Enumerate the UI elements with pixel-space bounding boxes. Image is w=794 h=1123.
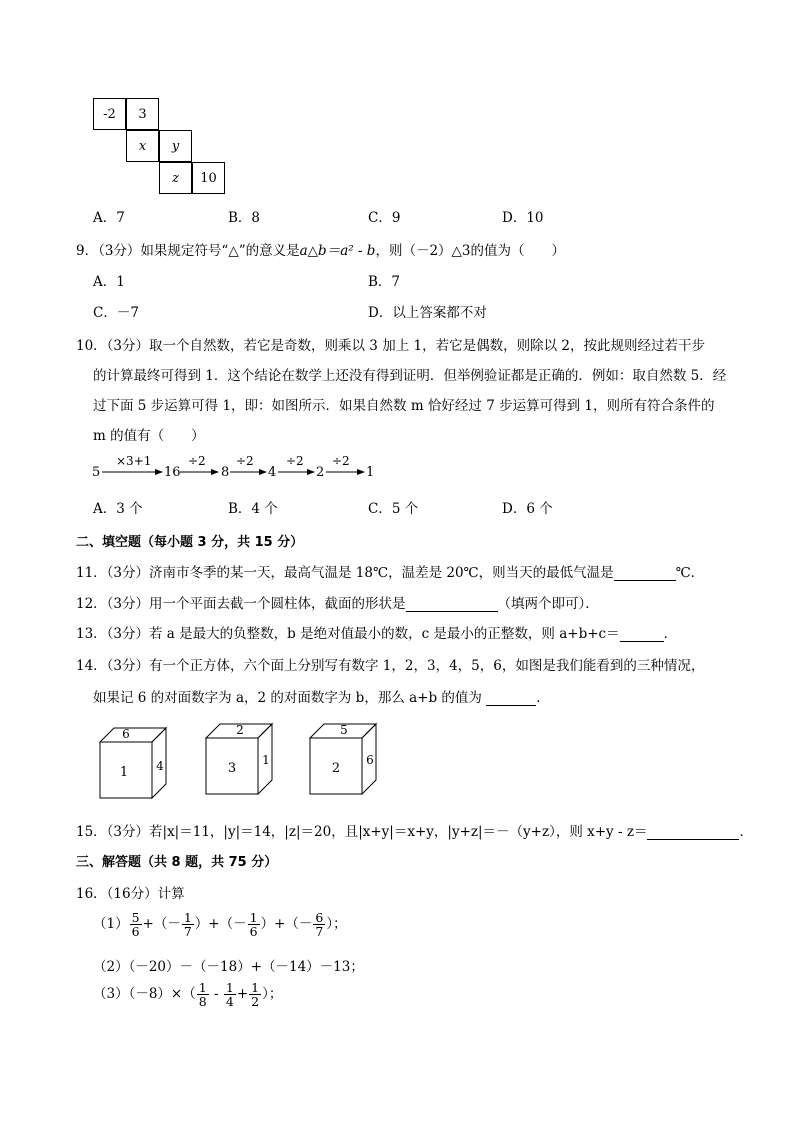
q8-option-d[interactable]: D．10 (502, 210, 544, 226)
q12-answer-blank[interactable] (406, 595, 498, 612)
part-label: （3）（－8）×（ (93, 986, 196, 1002)
chain-operation: ×3+1 (116, 454, 152, 468)
q12 (76, 592, 599, 612)
q9-stem (76, 239, 565, 259)
cube-face-front: 1 (119, 765, 129, 780)
cube-face-front: 3 (227, 761, 237, 776)
q14-line-1: 14．（3分）有一个正方体，六个面上分别写有数字 1，2，3，4，5，6，如图是我们能看到的三种情况， (76, 658, 705, 674)
fraction: $\frac{5}{6}$ (131, 910, 140, 939)
q8-option-b[interactable]: B．8 (228, 210, 261, 226)
q10-line-1: 10．（3分）取一个自然数，若它是奇数，则乘以 3 加上 1，若它是偶数，则除以 2，按此规则经过若干步 (76, 338, 705, 354)
fraction: $\frac{1}{7}$ (183, 910, 192, 939)
cube-face-top: 5 (340, 723, 348, 737)
grid-cell: 3 (126, 98, 159, 130)
cube-1 (100, 727, 166, 798)
q8-option-a[interactable]: A．7 (93, 210, 125, 226)
chain-operation: ÷2 (188, 454, 206, 468)
q10-line-2: 的计算最终可得到 1．这个结论在数学上还没有得到证明．但举例验证都是正确的．例如：取自然数 5．经 (93, 368, 727, 384)
cube-face-side: 1 (262, 753, 270, 767)
fraction: $\frac{6}{7}$ (315, 910, 324, 939)
part-label: （1） (93, 916, 129, 932)
fraction: $\frac{1}{2}$ (251, 980, 260, 1009)
fraction: $\frac{1}{8}$ (198, 980, 207, 1009)
q9-option-d[interactable]: D．以上答案都不对 (368, 305, 487, 321)
q14-answer-blank[interactable] (486, 689, 536, 706)
q10-option-a[interactable]: A．3 个 (93, 501, 143, 517)
q9-number: 9． (76, 243, 99, 259)
chain-number: 16 (164, 465, 181, 480)
q16-head: 16．（16分）计算 (76, 886, 185, 902)
grid-cell: y (159, 130, 192, 162)
chain-number: 4 (268, 465, 277, 480)
q15-text: 15．（3分）若|x|＝11，|y|＝14，|z|＝20，且|x+y|＝x+y，|y+z|＝－（y+z），则 x+y - z＝ (76, 824, 648, 840)
grid-cell: 10 (192, 162, 225, 194)
fraction: $\frac{1}{6}$ (249, 910, 258, 939)
q10-line-4: m 的值有（ ） (93, 428, 205, 444)
q13-text: 13．（3分）若 a 是最大的负整数，b 是绝对值最小的数，c 是最小的正整数，则 a+b+c＝ (76, 626, 620, 642)
chain-operation: ÷2 (236, 454, 254, 468)
cube-3 (310, 723, 376, 794)
q10-option-c[interactable]: C．5 个 (368, 501, 419, 517)
q15-answer-blank[interactable] (647, 823, 739, 840)
grid-cell: x (126, 130, 159, 162)
section-heading-fill-in: 二、填空题（每小题 3 分，共 15 分） (76, 535, 304, 550)
fraction: $\frac{1}{4}$ (225, 980, 234, 1009)
q13-answer-blank[interactable] (620, 625, 664, 642)
section-heading-solutions: 三、解答题（共 8 题，共 75 分） (76, 855, 278, 870)
cube-face-front: 2 (331, 761, 341, 776)
q14-text: 如果记 6 的对面数字为 a，2 的对面数字为 b，那么 a+b 的值为 (93, 690, 482, 706)
chain-number: 5 (92, 465, 101, 480)
q14-tail: ． (536, 690, 550, 706)
q11-text: 11．（3分）济南市冬季的某一天，最高气温是 18℃，温差是 20℃，则当天的最低气温是 (76, 565, 614, 581)
q13-tail: ． (663, 626, 678, 642)
cube-views (90, 720, 400, 810)
grid-cell: -2 (93, 98, 126, 130)
grid-cell: z (159, 162, 192, 194)
q15 (76, 820, 753, 840)
q12-text: 12．（3分）用一个平面去截一个圆柱体，截面的形状是 (76, 596, 406, 612)
q8-option-c[interactable]: C．9 (368, 210, 401, 226)
q9-option-a[interactable]: A．1 (93, 274, 125, 290)
q16-part-3: （3）（－8）×（ $\frac{1}{8}$ - $\frac{1}{4}$ + $\frac{1}{2}$ ）； (93, 980, 283, 1009)
q10-line-3: 过下面 5 步运算可得 1，即：如图所示．如果自然数 m 恰好经过 7 步运算可得到 1，则所有符合条件的 (93, 398, 715, 414)
chain-number: 1 (366, 465, 375, 480)
q9-rest: ，则（－2）△3的值为（ ） (375, 243, 566, 259)
number-grid (93, 98, 233, 198)
cube-face-side: 4 (156, 759, 164, 773)
cube-face-top: 2 (236, 723, 244, 737)
q12-tail: （填两个即可）． (497, 596, 599, 612)
q9-option-c[interactable]: C．－7 (93, 305, 139, 321)
q11-answer-blank[interactable] (614, 564, 676, 581)
chain-operation: ÷2 (286, 454, 304, 468)
q10-option-d[interactable]: D．6 个 (502, 501, 553, 517)
q13 (76, 622, 677, 642)
q10-option-b[interactable]: B．4 个 (228, 501, 278, 517)
q15-tail: ． (739, 824, 753, 840)
q9-option-b[interactable]: B．7 (368, 274, 401, 290)
chain-number: 8 (221, 465, 230, 480)
cube-2 (206, 723, 272, 794)
chain-number: 2 (316, 465, 325, 480)
q9-definition: a△b＝a² - b (299, 243, 376, 259)
operation-chain (88, 450, 388, 484)
q14-line-2 (93, 686, 550, 706)
q16-part-1: （1） $\frac{5}{6}$ +（－ $\frac{1}{7}$ ）+（－ $\frac{1}{6}$ ）+（－ $\frac{6}{7}$ ）； (93, 910, 347, 939)
chain-operation: ÷2 (332, 454, 350, 468)
q9-score: （3分）如果规定符号“△”的意义是 (98, 243, 300, 259)
q11 (76, 561, 704, 581)
q11-tail: ℃． (675, 565, 705, 581)
cube-face-top: 6 (122, 727, 130, 741)
cube-face-side: 6 (366, 753, 374, 767)
q16-part-2: （2）（－20）－（－18）+（－14）－13； (93, 959, 364, 975)
